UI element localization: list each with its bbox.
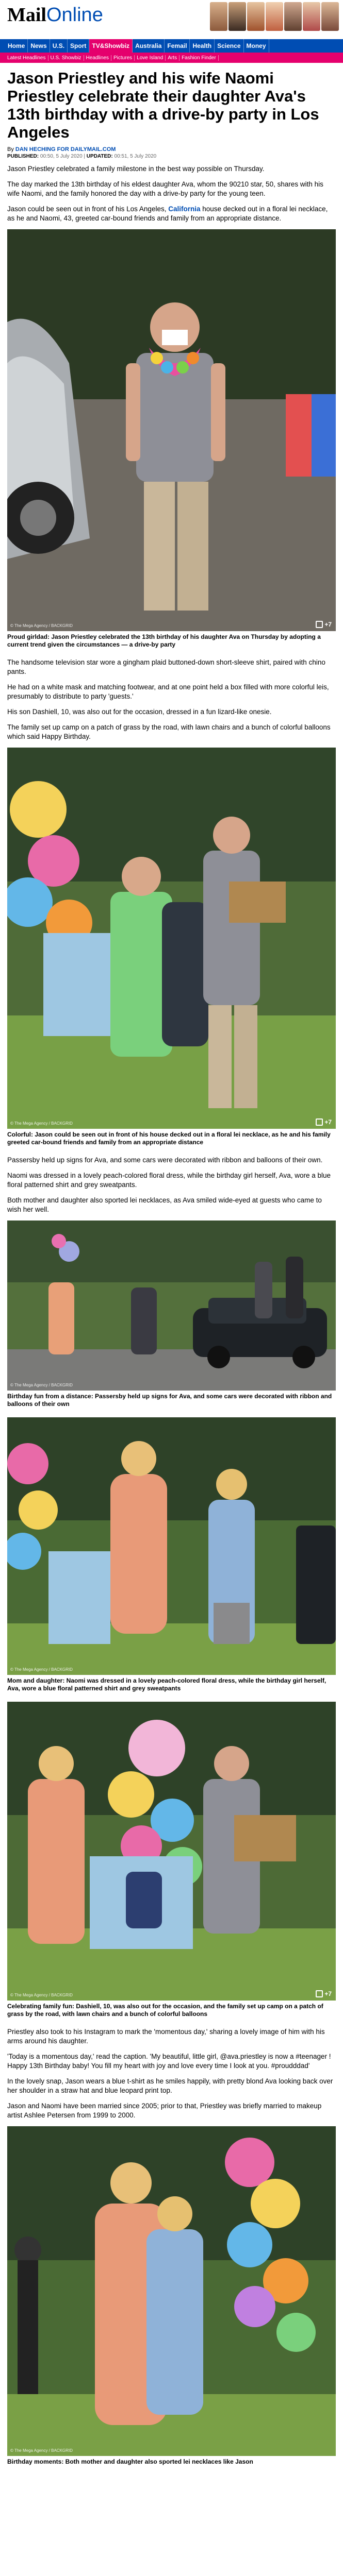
article-paragraph: His son Dashiell, 10, was also out for the occasion, dressed in a fun lizard-like onesie. — [7, 708, 272, 716]
expand-icon — [316, 1990, 323, 1997]
article-paragraph: The handsome television star wore a gingham plaid buttoned-down short-sleeve shirt, paired with chino pants. — [7, 658, 325, 675]
celebrity-thumbnail[interactable] — [228, 2, 246, 31]
article-photo[interactable] — [7, 1417, 336, 1675]
article-paragraph: The family set up camp on a patch of grass by the road, with lawn chairs and a bunch of colorful balloons which said Happy Birthday. — [7, 723, 331, 740]
updated-date: 00:51, 5 July 2020 — [114, 154, 157, 159]
photo-birthday-moments — [7, 2126, 336, 2456]
published-label: PUBLISHED: — [7, 154, 39, 159]
photo-caption: Mom and daughter: Naomi was dressed in a lovely peach-colored floral dress, while the birthday girl herself, Ava, wore a blue floral patterned shirt and grey sweatpants — [7, 1677, 326, 1692]
article-paragraph: The day marked the 13th birthday of his eldest daughter Ava, whom the 90210 star, 50, shares with his wife Naomi, and the family honored the day with a drive-by party for the young teen. — [7, 180, 323, 197]
published-date: 00:50, 5 July 2020 — [40, 154, 83, 159]
nav-item-news[interactable]: News — [28, 39, 50, 53]
author-link[interactable]: DAN HECHING FOR DAILYMAIL.COM — [15, 146, 116, 152]
dateline: PUBLISHED: 00:50, 5 July 2020 | UPDATED: 00:51, 5 July 2020 — [7, 154, 157, 159]
expand-gallery-button[interactable] — [316, 1118, 332, 1126]
subnav-item-us-showbiz[interactable]: U.S. Showbiz — [48, 55, 84, 61]
article-paragraph: Passersby held up signs for Ava, and some cars were decorated with ribbon and balloons of their own. — [7, 1156, 323, 1164]
article-photo[interactable] — [7, 229, 336, 631]
nav-item-money[interactable]: Money — [244, 39, 269, 53]
celebrity-strip — [210, 2, 339, 31]
photo-street-cars — [7, 1221, 336, 1391]
photo-credit: © The Mega Agency / BACKGRID — [10, 1667, 73, 1672]
nav-item-health[interactable]: Health — [190, 39, 215, 53]
photo-mom-daughter — [7, 1417, 336, 1675]
article-photo[interactable] — [7, 2126, 336, 2456]
expand-gallery-button[interactable] — [316, 621, 332, 628]
photo-credit: © The Mega Agency / BACKGRID — [10, 2448, 73, 2453]
nav-item-science[interactable]: Science — [215, 39, 243, 53]
article-paragraph: Both mother and daughter also sported lei necklaces, as Ava smiled wide-eyed at guests who came to wish her well. — [7, 1196, 322, 1213]
article-paragraph: Jason Priestley celebrated a family milestone in the best way possible on Thursday. — [7, 165, 265, 173]
subnav-item-headlines[interactable]: Headlines — [84, 55, 111, 61]
subnav-item-latest[interactable]: Latest Headlines — [5, 55, 48, 61]
celebrity-thumbnail[interactable] — [266, 2, 283, 31]
nav-item-australia[interactable]: Australia — [133, 39, 165, 53]
celebrity-thumbnail[interactable] — [247, 2, 265, 31]
photo-family-chairs — [7, 1702, 336, 2001]
article-paragraph — [7, 205, 336, 223]
article-photo[interactable] — [7, 1221, 336, 1391]
subnav-item-fashion-finder[interactable]: Fashion Finder — [179, 55, 219, 61]
photo-caption: Birthday fun from a distance: Passersby held up signs for Ava, and some cars were decorated with ribbon and balloons of their own — [7, 1393, 332, 1408]
expand-gallery-button[interactable] — [316, 1990, 332, 1997]
photo-count: +7 — [324, 1118, 332, 1126]
celebrity-thumbnail[interactable] — [284, 2, 302, 31]
sub-nav — [0, 53, 343, 63]
article-paragraph: Naomi was dressed in a lovely peach-colored floral dress, while the birthday girl herself, Ava, wore a blue floral patterned shirt and grey sweatpants. — [7, 1172, 331, 1189]
article-photo[interactable] — [7, 748, 336, 1129]
celebrity-thumbnail[interactable] — [210, 2, 227, 31]
nav-item-femail[interactable]: Femail — [165, 39, 190, 53]
photo-caption: Colorful: Jason could be seen out in front of his house decked out in a floral lei necklace, as he and his family greeted car-bound friends and family from an appropriate distance — [7, 1131, 331, 1146]
photo-count: +7 — [324, 1990, 332, 1997]
paragraph-text: Jason could be seen out in front of his Los Angeles, — [7, 205, 167, 213]
photo-family-lawn — [7, 748, 336, 1129]
nav-item-sport[interactable]: Sport — [68, 39, 89, 53]
article-headline: Jason Priestley and his wife Naomi Priestley celebrate their daughter Ava's 13th birthday with a drive-by party in Los Angeles — [7, 69, 319, 141]
photo-caption: Proud girldad: Jason Priestley celebrated the 13th birthday of his daughter Ava on Thursday by adopting a current trend given the circumstances — a drive-by party — [7, 633, 321, 648]
photo-credit: © The Mega Agency / BACKGRID — [10, 1121, 73, 1126]
article-paragraph: In the lovely snap, Jason wears a blue t-shirt as he smiles happily, with pretty blond Ava looking back over her shoulder in a straw hat and blue leopard print top. — [7, 2077, 333, 2094]
masthead — [0, 0, 343, 39]
expand-icon — [316, 621, 323, 628]
subnav-item-pictures[interactable]: Pictures — [111, 55, 135, 61]
nav-item-tvshowbiz[interactable]: TV&Showbiz — [89, 39, 133, 53]
celebrity-thumbnail[interactable] — [321, 2, 339, 31]
california-link[interactable]: California — [168, 205, 201, 213]
celebrity-thumbnail[interactable] — [303, 2, 320, 31]
logo-bold: Mail — [7, 4, 46, 26]
subnav-item-love-island[interactable]: Love Island — [135, 55, 166, 61]
main-nav — [0, 39, 343, 53]
article-photo[interactable] — [7, 1702, 336, 2001]
article-paragraph: 'Today is a momentous day,' read the caption. 'My beautiful, little girl, @ava.priestley is now a #teenager ! Happy 13th Birthday baby! You fill my heart with joy and love every time I look at you. #proudddad' — [7, 2053, 331, 2070]
logo-light: Online — [46, 4, 103, 26]
photo-jason-lei — [7, 229, 336, 631]
site-logo[interactable] — [7, 5, 103, 25]
article-paragraph: Priestley also took to his Instagram to mark the 'momentous day,' sharing a lovely image of him with his arms around his daughter. — [7, 2028, 325, 2045]
photo-count: +7 — [324, 621, 332, 628]
photo-caption: Celebrating family fun: Dashiell, 10, was also out for the occasion, and the family set up camp on a patch of grass by the road, with lawn chairs and a bunch of colorful balloons — [7, 2003, 323, 2018]
subnav-item-arts[interactable]: Arts — [166, 55, 179, 61]
article-paragraph: He had on a white mask and matching footwear, and at one point held a box filled with more colorful leis, presumably to distribute to party 'guests.' — [7, 683, 329, 700]
paragraph-text: house decked out in a floral lei necklace, as he and Naomi, 43, greeted car-bound friends and family from an appropriate distance. — [7, 205, 328, 222]
photo-credit: © The Mega Agency / BACKGRID — [10, 1383, 73, 1387]
updated-label: UPDATED: — [86, 154, 113, 159]
article-paragraph: Jason and Naomi have been married since 2005; prior to that, Priestley was briefly married to makeup artist Ashlee Petersen from 1999 to 2000. — [7, 2102, 322, 2119]
photo-caption: Birthday moments: Both mother and daughter also sported lei necklaces like Jason — [7, 2458, 253, 2465]
byline-prefix: By — [7, 146, 14, 152]
expand-icon — [316, 1118, 323, 1126]
nav-item-home[interactable]: Home — [5, 39, 28, 53]
photo-credit: © The Mega Agency / BACKGRID — [10, 623, 73, 628]
photo-credit: © The Mega Agency / BACKGRID — [10, 1993, 73, 1997]
article — [0, 63, 343, 2466]
byline — [7, 146, 336, 152]
nav-item-us[interactable]: U.S. — [50, 39, 68, 53]
